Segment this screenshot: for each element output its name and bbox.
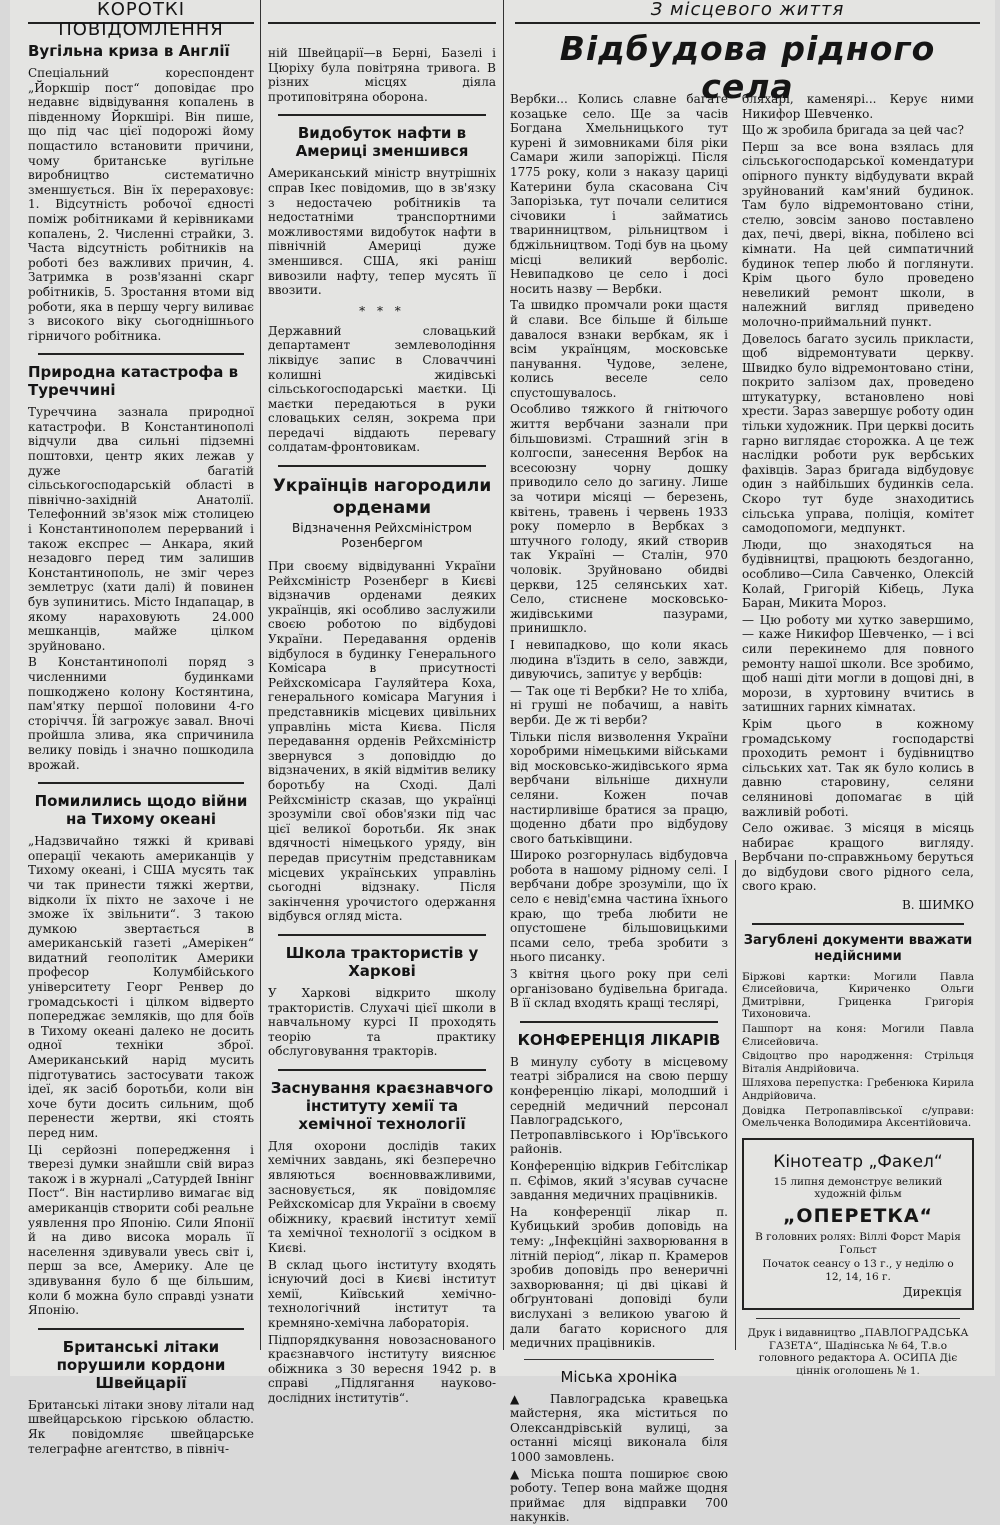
divider — [38, 1328, 244, 1330]
film-title: „ОПЕРЕТКА“ — [782, 1204, 934, 1227]
lost-documents-item: Довідка Петропавлівської с/управи: Омельченка Володимира Аксентійовича. — [742, 1104, 974, 1130]
newspaper-page — [10, 0, 995, 1525]
article-text: Британські літаки знову літали над швейцарською гірською областю. Як повідомляє швейцарське телеграфне агентство, в північ- — [28, 1397, 254, 1456]
article-text: „Надзвичайно тяжкі й криваві операції чекають американців у Тихому океані, і США мусять так чи так принести тяжкі жертви, відколи їх піхто не захоче і не зможе їх звільнити“. З такою думкою звертається в американській газеті „Амерікен“ видатний геополітик Америки професор Колумбійського університету Георг Ренвер до громадськості і цілком відверто попереджає земляків, що для боїв в Тихому океані далеко не досить одної техніки зброї. Американський нарід мусить підготуватись застосувати також ідеї, як засіб боротьби, коли він хоче бути досить сильним, щоб перенести жертви, які стоять перед ним. — [28, 834, 254, 1140]
article-text: Американський міністр внутрішніх справ Ікес повідомив, що в зв'язку з недостачею робітників та недостатніми транспортними можливостями видобуток нафти в північній Америці дуже зменшився. США, які раніш вивозили нафту, тепер мусять її ввозити. — [268, 166, 496, 298]
divider — [524, 1359, 714, 1360]
lost-documents-item: Шляхова перепустка: Гребенюка Кирила Андрійовича. — [742, 1077, 974, 1102]
column-rule — [735, 860, 736, 1350]
article-text: Конференцію відкрив Гебітслікар п. Єфімов, який з'ясував сучасне завдання медичних працівників. — [510, 1158, 728, 1203]
column-2 — [268, 0, 496, 1405]
article-text: Що ж зробила бригада за цей час? — [742, 123, 964, 138]
article-subtitle: Відзначення Рейхсміністром Розенбергом — [292, 521, 472, 551]
article-text: Вербки... Колись славне багате козацьке село. Ще за часів Богдана Хмельницького тут курені й зимовниками біля ріки Самари жили запоріжці. Після 1775 року, коли з наказу цариці Катерини була скасована Січ Запорізька, тут почали селитися січовики і займатись тваринництвом, рільництвом і бджільництвом. Тоді був на цьому місці великий верболіс. Невипадково це село і досі носить назву — Вербки. — [510, 92, 728, 296]
article-title: КОНФЕРЕНЦІЯ ЛІКАРІВ — [517, 1030, 721, 1049]
article-title: Міська хроніка — [560, 1367, 678, 1386]
article-text: Та швидко промчали роки щастя й слави. Все більше й більше давалося взнаки вербкам, як і всім українцям, московське панування. Чудове, зелене, колись веселе село спустошувалось. — [510, 298, 728, 400]
lost-documents-item: Біржові картки: Могили Павла Єлисейовича, Кириченко Ольги Дмитрівни, Гриценка Григорія Тихоновича. — [742, 970, 974, 1021]
section-header-short-news: КОРОТКІ ПОВІДОМЛЕННЯ — [28, 0, 254, 24]
divider — [278, 114, 486, 116]
article-text: Для охорони дослідів таких хемічних завдань, які безперечно являються воєнновважливими, засновується, як повідомляє Рейхскомісар для України в своєму обіжнику, краєвий інститут хемії та хемічної технології з осідком в Києві. — [268, 1138, 496, 1256]
article-text: Крім цього в кожному громадському господарстві проходить ремонт і будівництво сільських хат. Так як було колись в давню старовину, селяни селянинові допомагає в цій важливій роботі. — [742, 716, 974, 819]
article-text: Тільки після визволення України хоробрими німецькими військами від московсько-жидівського ярма вербчани вільніше дихнули селяни. Кожен почав настирливіше братися за працю, щоденно дбати про відбудову свого батьківщини. — [510, 729, 728, 846]
article-text: бляхарі, каменярі... Керує ними Никифор Шевченко. — [742, 92, 974, 121]
article-text: Широко розгорнулась відбудовча робота в нашому рідному селі. І вербчани добре зрозуміли, що їх село є невід'ємна частина їхнього краю, що треба любити не опустошене більшовицькими псами село, треба зробити з нього писанку. — [510, 848, 728, 965]
divider — [38, 782, 244, 784]
article-text: В минулу суботу в місцевому театрі зібралися на свою першу конференцію лікарі, молодший і середній медичний персонал Павлоградського, Петропавлівського і Юр'ївського районів. — [510, 1054, 728, 1157]
cinema-line: 15 липня демонструє великий художній фільм — [773, 1175, 943, 1201]
article-title: Вугільна криза в Англії — [28, 42, 230, 60]
divider — [278, 934, 486, 936]
article-text: В склад цього інституту входять існуючий досі в Києві інститут хемії, Київський хемічно-технологічний інститут та кремняно-хемічна лабораторія. — [268, 1257, 496, 1330]
main-headline: Відбудова рідного села — [559, 29, 936, 106]
article-text: На конференції лікар п. Кубицький зробив доповідь на тему: „Інфекційні захворювання в літній період“, лікар п. Крамеров зробив доповідь про венеричні захворювання; ці дві цікаві й обґрунтовані доповіді були вислухані з великою увагою й дали багато корисного для медичних працівників. — [510, 1204, 728, 1351]
article-text: І невипадково, що коли якась людина в'їздить в село, завжди, дивуючись, запитує у вербців: — [510, 637, 728, 682]
article-title: Видобуток нафти в Америці зменшився — [295, 124, 469, 161]
header-band — [268, 0, 496, 24]
article-title: Помилились щодо війни на Тихому океані — [34, 792, 248, 829]
column-rule — [260, 0, 261, 1350]
article-text: При своєму відвідуванні України Рейхсміністр Розенберг в Києві відзначив орденами деяких українців, які особливо заслужили своєю роботою по відбудові України. Передавання орденів відбулося в будинку Генерального Комісара в присутності Рейхскомісара Гауляйтера Коха, генерального комісара Магуния і представників місцевих цивільних управлінь міста Києва. Після передавання орденів Рейхсміністр звернувся з доповіддю до відзначених, в якій відмітив велику боротьбу на Сході. Далі Рейхсміністр сказав, що українці зрозуміли свої обов'язки під час цієї великої боротьби. Як знак вдячності німецького уряду, він передав присутнім представникам місцевих українських управлінь сьогодні відзнаку. Після закінчення урочистого одержання відбувся огляд міста. — [268, 559, 496, 924]
column-3 — [510, 92, 728, 1525]
divider — [38, 353, 244, 355]
article-text: ній Швейцарії—в Берні, Базелі і Цюріху була повітряна тривога. В різних місцях діяла протиповітряна оборона. — [268, 46, 496, 104]
article-title: Школа трактористів у Харкові — [285, 943, 479, 980]
article-text: — Цю роботу ми хутко завершимо, — каже Никифор Шевченко, — і всі сили перекинемо для повного ремонту нашої школи. Все зробимо, щоб наші діти могли в дощові дні, в морози, в хуртовину вчитись в затишних гарних кімнатах. — [742, 612, 974, 715]
lost-documents-item: Свідоцтво про народження: Стрільця Віталія Андрійовича. — [742, 1050, 974, 1075]
article-text: — Так оце ті Вербки? Не то хліба, ні груші не побачиш, а навіть верби. Де ж ті верби? — [510, 683, 728, 727]
article-text: Перш за все вона взялась для сільськогосподарської комендатури опірного пункту відбудувати вкрай зруйнований кам'яний будинок. Там було відремонтовано стіни, стелю, зовсім заново поставлено дах, печі, двері, вікна, побілено всі кімнати. На цей симпатичний будинок тепер любо й поглянути. Крім цього було проведено невеликий ремонт школи, в належний вигляд приведено молочно-приймальний пункт. — [742, 139, 974, 329]
column-1 — [28, 0, 254, 1456]
article-text: Особливо тяжкого й гнітючого життя вербчани зазнали при більшовизмі. Страшний згін в колгоспи, занесення Вербок на всесоюзну чорну дошку приводило село до загину. Лише за чотири місяці — березень, квітень, травень і червень 1933 року померло в Вербках з штучного голоду, який створив так Україні — Сталін, 970 чоловік. Зруйновано обидві церкви, 125 селянських хат. Село, стиснене московсько-жидівськими пазурами, принишкло. — [510, 402, 728, 636]
article-text: Довелось багато зусиль прикласти, щоб відремонтувати церкву. Швидко було відремонтовано стіни, покрито залізом дах, проведено штукатурку, встановлено нові хрести. Зараз завершує роботу один тільки художник. При церкві досить гарно виглядає сторожка. А це теж наслідки роботи рук вербських фахівців. Зараз бригада відбудовує один з найбільших будинків села. Скоро тут буде знаходитись сільська управа, поліція, комітет самодопомоги, медпункт. — [742, 331, 974, 536]
article-text: Ці серйозні попередження і тверезі думки знайшли свій вираз також і в журналі „Сатурдей Івнінг Пост“. Він настирливо вимагає від американців створити собі реальне уявлення про Японію. Сили Японії й на диво висока мораль її населення здивували увесь світ і, перш за все, Америку. Але це здивування було б ще більшим, коли б можна було справді узнати Японію. — [28, 1142, 254, 1318]
author-signature: В. ШИМКО — [901, 898, 974, 913]
article-text: ▲ Павлоградська кравецька майстерня, яка міститься по Олександрівській вулиці, за останні місяці виконала біля 1000 замовлень. — [510, 1391, 728, 1465]
article-text: Державний словацький департамент землеволодіння ліквідує запис в Словаччині колишні жидівські сільськогосподарські маєтки. Ці маєтки передаються в руки словацьких селян, зокрема при передачі віддають перевагу солдатам-фронтовикам. — [268, 323, 496, 455]
article-title: Природна катастрофа в Туреччині — [28, 363, 239, 400]
show-times: Початок сеансу о 13 г., у неділю о 12, 14, 16 г. — [762, 1258, 954, 1283]
article-text: ▲ Міська пошта поширює свою роботу. Тепер вона майже щодня приймає для відправки 700 накунків. — [510, 1466, 728, 1525]
cinema-ad — [742, 1138, 974, 1310]
divider — [752, 923, 964, 925]
article-text: Туреччина зазнала природної катастрофи. В Константинополі відчули два сильні підземні поштовхи, центр яких лежав у дуже багатій сільськогосподарській області в північно-західній Анатолії. Телефонний зв'язок між столицею і Константинополем перерваний і також експрес — Анкара, який незадовго перед тим залишив Константинополь, не зміг через землетрус (хати далі) й повинен був зупинитись. Місто Індапацар, в якому нараховують 24.000 мешканців, майже цілком зруйновано. — [28, 405, 254, 653]
column-4 — [742, 92, 974, 1377]
article-text: Підпорядкування новозаснованого краєзнавчого інституту вияснює обіжника з 30 вересня 1942 р. в справі „Підлягання науково-дослідних інститутів“. — [268, 1332, 496, 1405]
article-text: В Константинополі поряд з численними будинками пошкоджено колону Костянтина, пам'ятку першої половини 4-го сторіччя. Їй загрожує завал. Вночі пройшла злива, яка спричинила велику повідь і значно пошкодила врожай. — [28, 655, 254, 772]
separator-stars: * * * — [359, 303, 405, 318]
divider — [520, 1021, 718, 1023]
cinema-signature: Дирекція — [902, 1285, 962, 1300]
cinema-name: Кінотеатр „Факел“ — [773, 1151, 943, 1172]
article-title: Заснування краєзнавчого інституту хемії та хемічної технології — [270, 1078, 494, 1133]
lost-documents-item: Пашпорт на коня: Могили Павла Єлисейовича. — [742, 1023, 974, 1048]
article-text: Люди, що знаходяться на будівництві, працюють бездоганно, особливо—Сила Савченко, Олексій Колай, Григорій Кібець, Лука Баран, Микита Мороз. — [742, 537, 974, 611]
article-title: Британські літаки порушили кордони Швейцарії — [56, 1337, 226, 1392]
column-rule — [503, 0, 504, 1350]
divider — [278, 1069, 486, 1071]
film-cast: В головних ролях: Віллі Форст Марія Гольст — [755, 1230, 961, 1256]
article-title: Українців нагородили орденами — [272, 476, 492, 519]
lost-documents-title: Загублені документи вважати недійсними — [743, 932, 973, 964]
divider — [278, 465, 486, 467]
divider — [756, 1318, 960, 1319]
article-text: У Харкові відкрито школу трактористів. Слухачі цієї школи в навчальному курсі ІІ проходять теорію та практику обслуговування тракторів. — [268, 985, 496, 1059]
article-text: З квітня цього року при селі організовано будівельна бригада. В її склад входять кращі теслярі, — [510, 967, 728, 1011]
article-text: Село оживає. З місяця в місяць набирає кращого вигляду. Вербчани по-справжньому беруться до відбудови свого рідного села, свого краю. — [742, 821, 974, 894]
section-header-local-life: З місцевого життя — [515, 0, 980, 24]
imprint: Друк і видавництво „ПАВЛОГРАДСЬКА ГАЗЕТА“, Шадінська № 64, Т.в.о головного редактора А. ОСИПА Діє ціннік оголошень № 1. — [747, 1326, 969, 1377]
article-text: Спеціальний кореспондент „Йоркшір пост“ доповідає про недавнє відвідування копалень в південному Йоркшірі. Він пише, що під час цієї подорожі йому пощастило встановити причини, чому британське вугільне виробництво систематично зменшується. Він їх перераховує: 1. Відсутність робочої єдності поміж робітниками й керівниками копалень, 2. Численні страйки, 3. Часта відсутність робітників на роботі без важливих причин, 4. Затримка в розв'язанні скарг робітників, 5. Зростання втоми від роботи, яка в першу чергу виливає з високого віку сьогоднішнього гірничого робітника. — [28, 66, 254, 343]
